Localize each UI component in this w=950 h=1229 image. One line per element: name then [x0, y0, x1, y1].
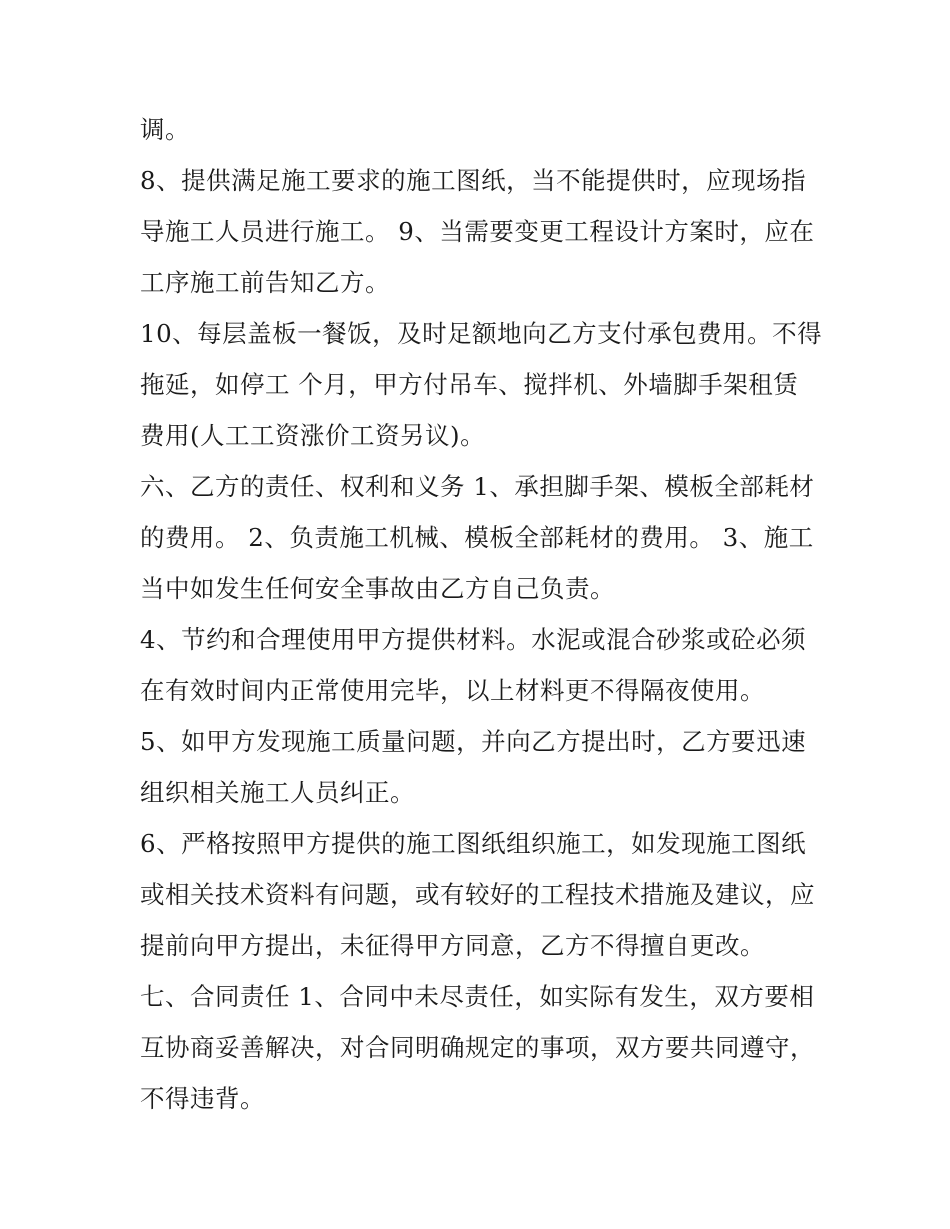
text-line: 8、提供满足施工要求的施工图纸，当不能提供时，应现场指	[140, 166, 807, 195]
text-line: 5、如甲方发现施工质量问题，并向乙方提出时，乙方要迅速	[140, 727, 807, 756]
text-line: 组织相关施工人员纠正。	[140, 778, 415, 807]
text-line: 提前向甲方提出，未征得甲方同意，乙方不得擅自更改。	[140, 931, 765, 960]
text-line: 导施工人员进行施工。 9、当需要变更工程设计方案时，应在	[140, 217, 815, 246]
text-line: 10、每层盖板一餐饭，及时足额地向乙方支付承包费用。不得	[140, 319, 823, 348]
text-line: 6、严格按照甲方提供的施工图纸组织施工，如发现施工图纸	[140, 829, 807, 858]
text-line: 不得违背。	[140, 1084, 265, 1113]
text-line: 费用(人工工资涨价工资另议)。	[140, 421, 486, 450]
text-line: 或相关技术资料有问题，或有较好的工程技术措施及建议，应	[140, 880, 815, 909]
text-line: 互协商妥善解决，对合同明确规定的事项，双方要共同遵守，	[140, 1033, 815, 1062]
text-line: 的费用。 2、负责施工机械、模板全部耗材的费用。 3、施工	[140, 523, 814, 552]
text-line: 七、合同责任 1、合同中未尽责任，如实际有发生，双方要相	[140, 982, 815, 1011]
text-line: 在有效时间内正常使用完毕，以上材料更不得隔夜使用。	[140, 676, 765, 705]
text-line: 当中如发生任何安全事故由乙方自己负责。	[140, 574, 615, 603]
text-line: 4、节约和合理使用甲方提供材料。水泥或混合砂浆或砼必须	[140, 625, 807, 654]
text-line: 六、乙方的责任、权利和义务 1、承担脚手架、模板全部耗材	[140, 472, 815, 501]
text-line: 工序施工前告知乙方。	[140, 268, 390, 297]
text-line: 拖延，如停工 个月，甲方付吊车、搅拌机、外墙脚手架租赁	[140, 370, 799, 399]
text-line: 调。	[140, 115, 190, 144]
document-body	[140, 104, 823, 1124]
